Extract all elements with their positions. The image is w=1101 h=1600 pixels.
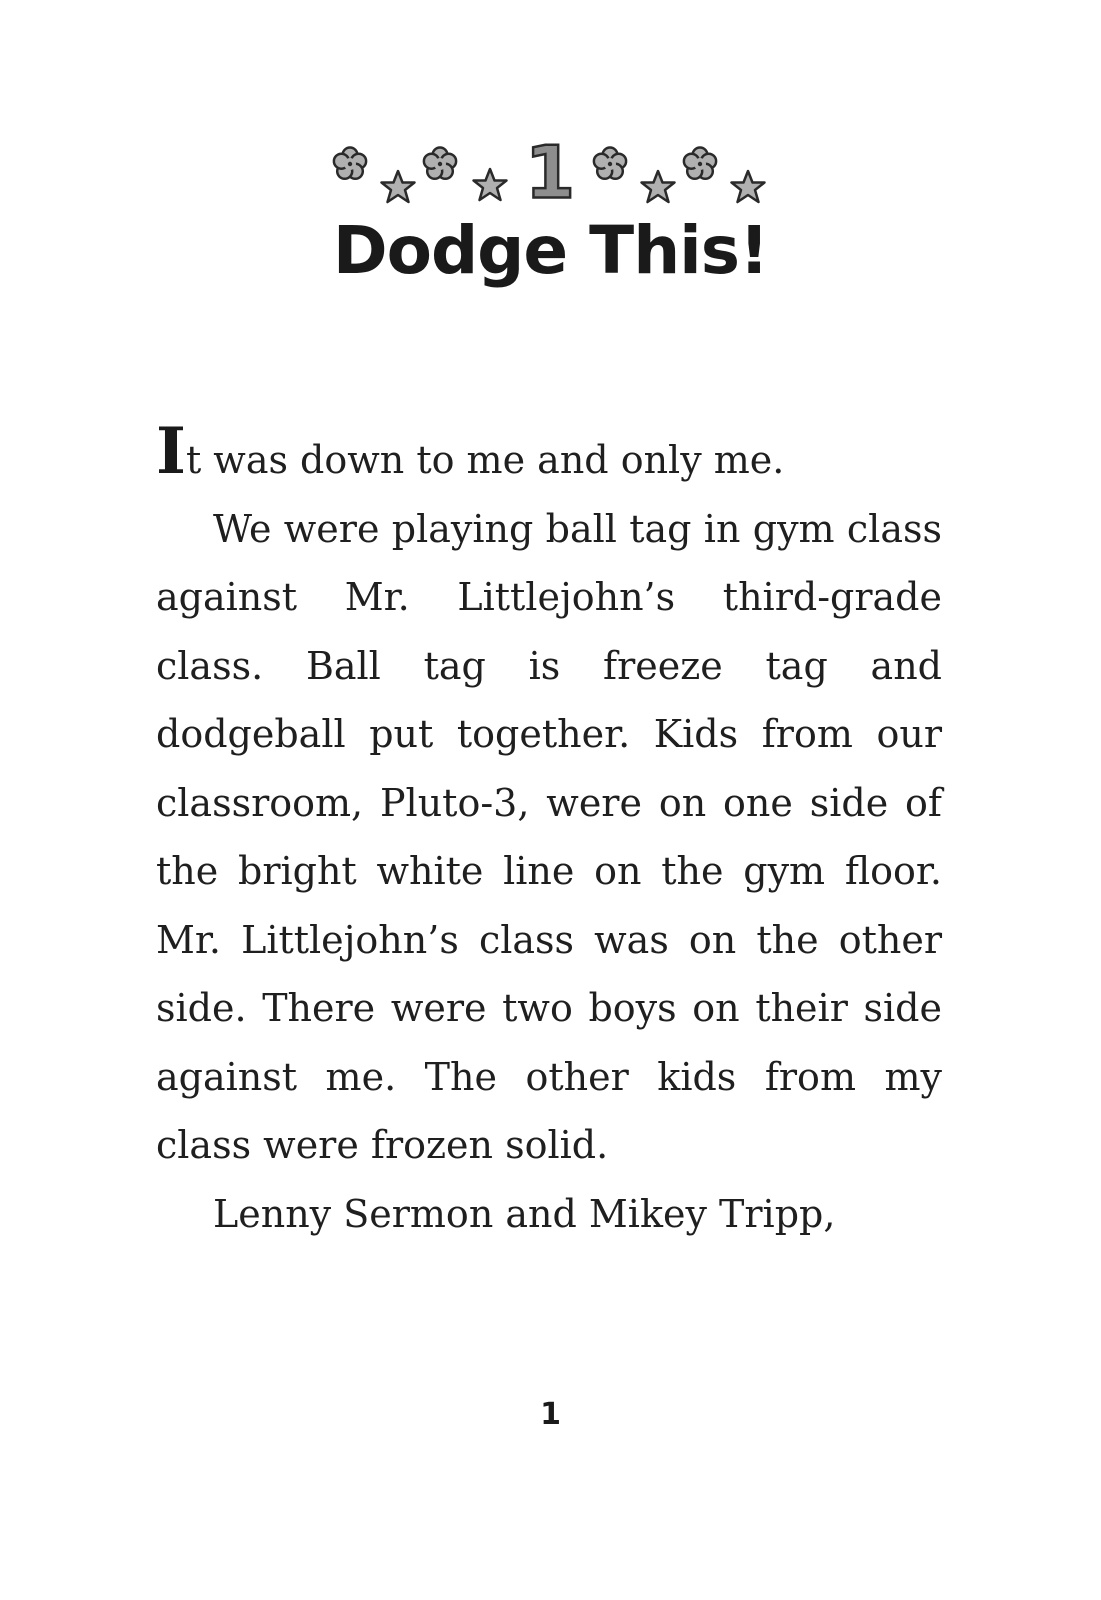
chapter-body: [156, 414, 942, 1248]
flower-icon: [334, 148, 366, 179]
star-icon: [642, 171, 675, 202]
flower-icon: [424, 148, 456, 179]
paragraph-text: t was down to me and only me.: [185, 438, 785, 482]
star-icon: [474, 169, 507, 200]
chapter-ornament: [330, 138, 770, 218]
paragraph: Lenny Sermon and Mikey Tripp,: [213, 1191, 836, 1236]
paragraph: [156, 414, 942, 495]
star-icon: [382, 171, 415, 202]
drop-cap: I: [156, 414, 186, 489]
flower-icon: [684, 148, 716, 179]
chapter-title: Dodge This!: [332, 212, 769, 289]
paragraph: We were playing ball tag in gym class against Mr. Littlejohn’s third-grade class. Ball tag is freeze tag and dodgeball put together. Kids from our classroom, Pluto-3, were on one side of the bright white line on the gym floor. Mr. Littlejohn’s class was on the other side. There were two boys on their side against me. The other kids from my class were frozen solid.: [156, 506, 942, 1167]
star-icon: [732, 171, 765, 202]
flower-icon: [594, 148, 626, 179]
chapter-number: 1: [524, 138, 576, 215]
page-number: 1: [540, 1397, 561, 1432]
